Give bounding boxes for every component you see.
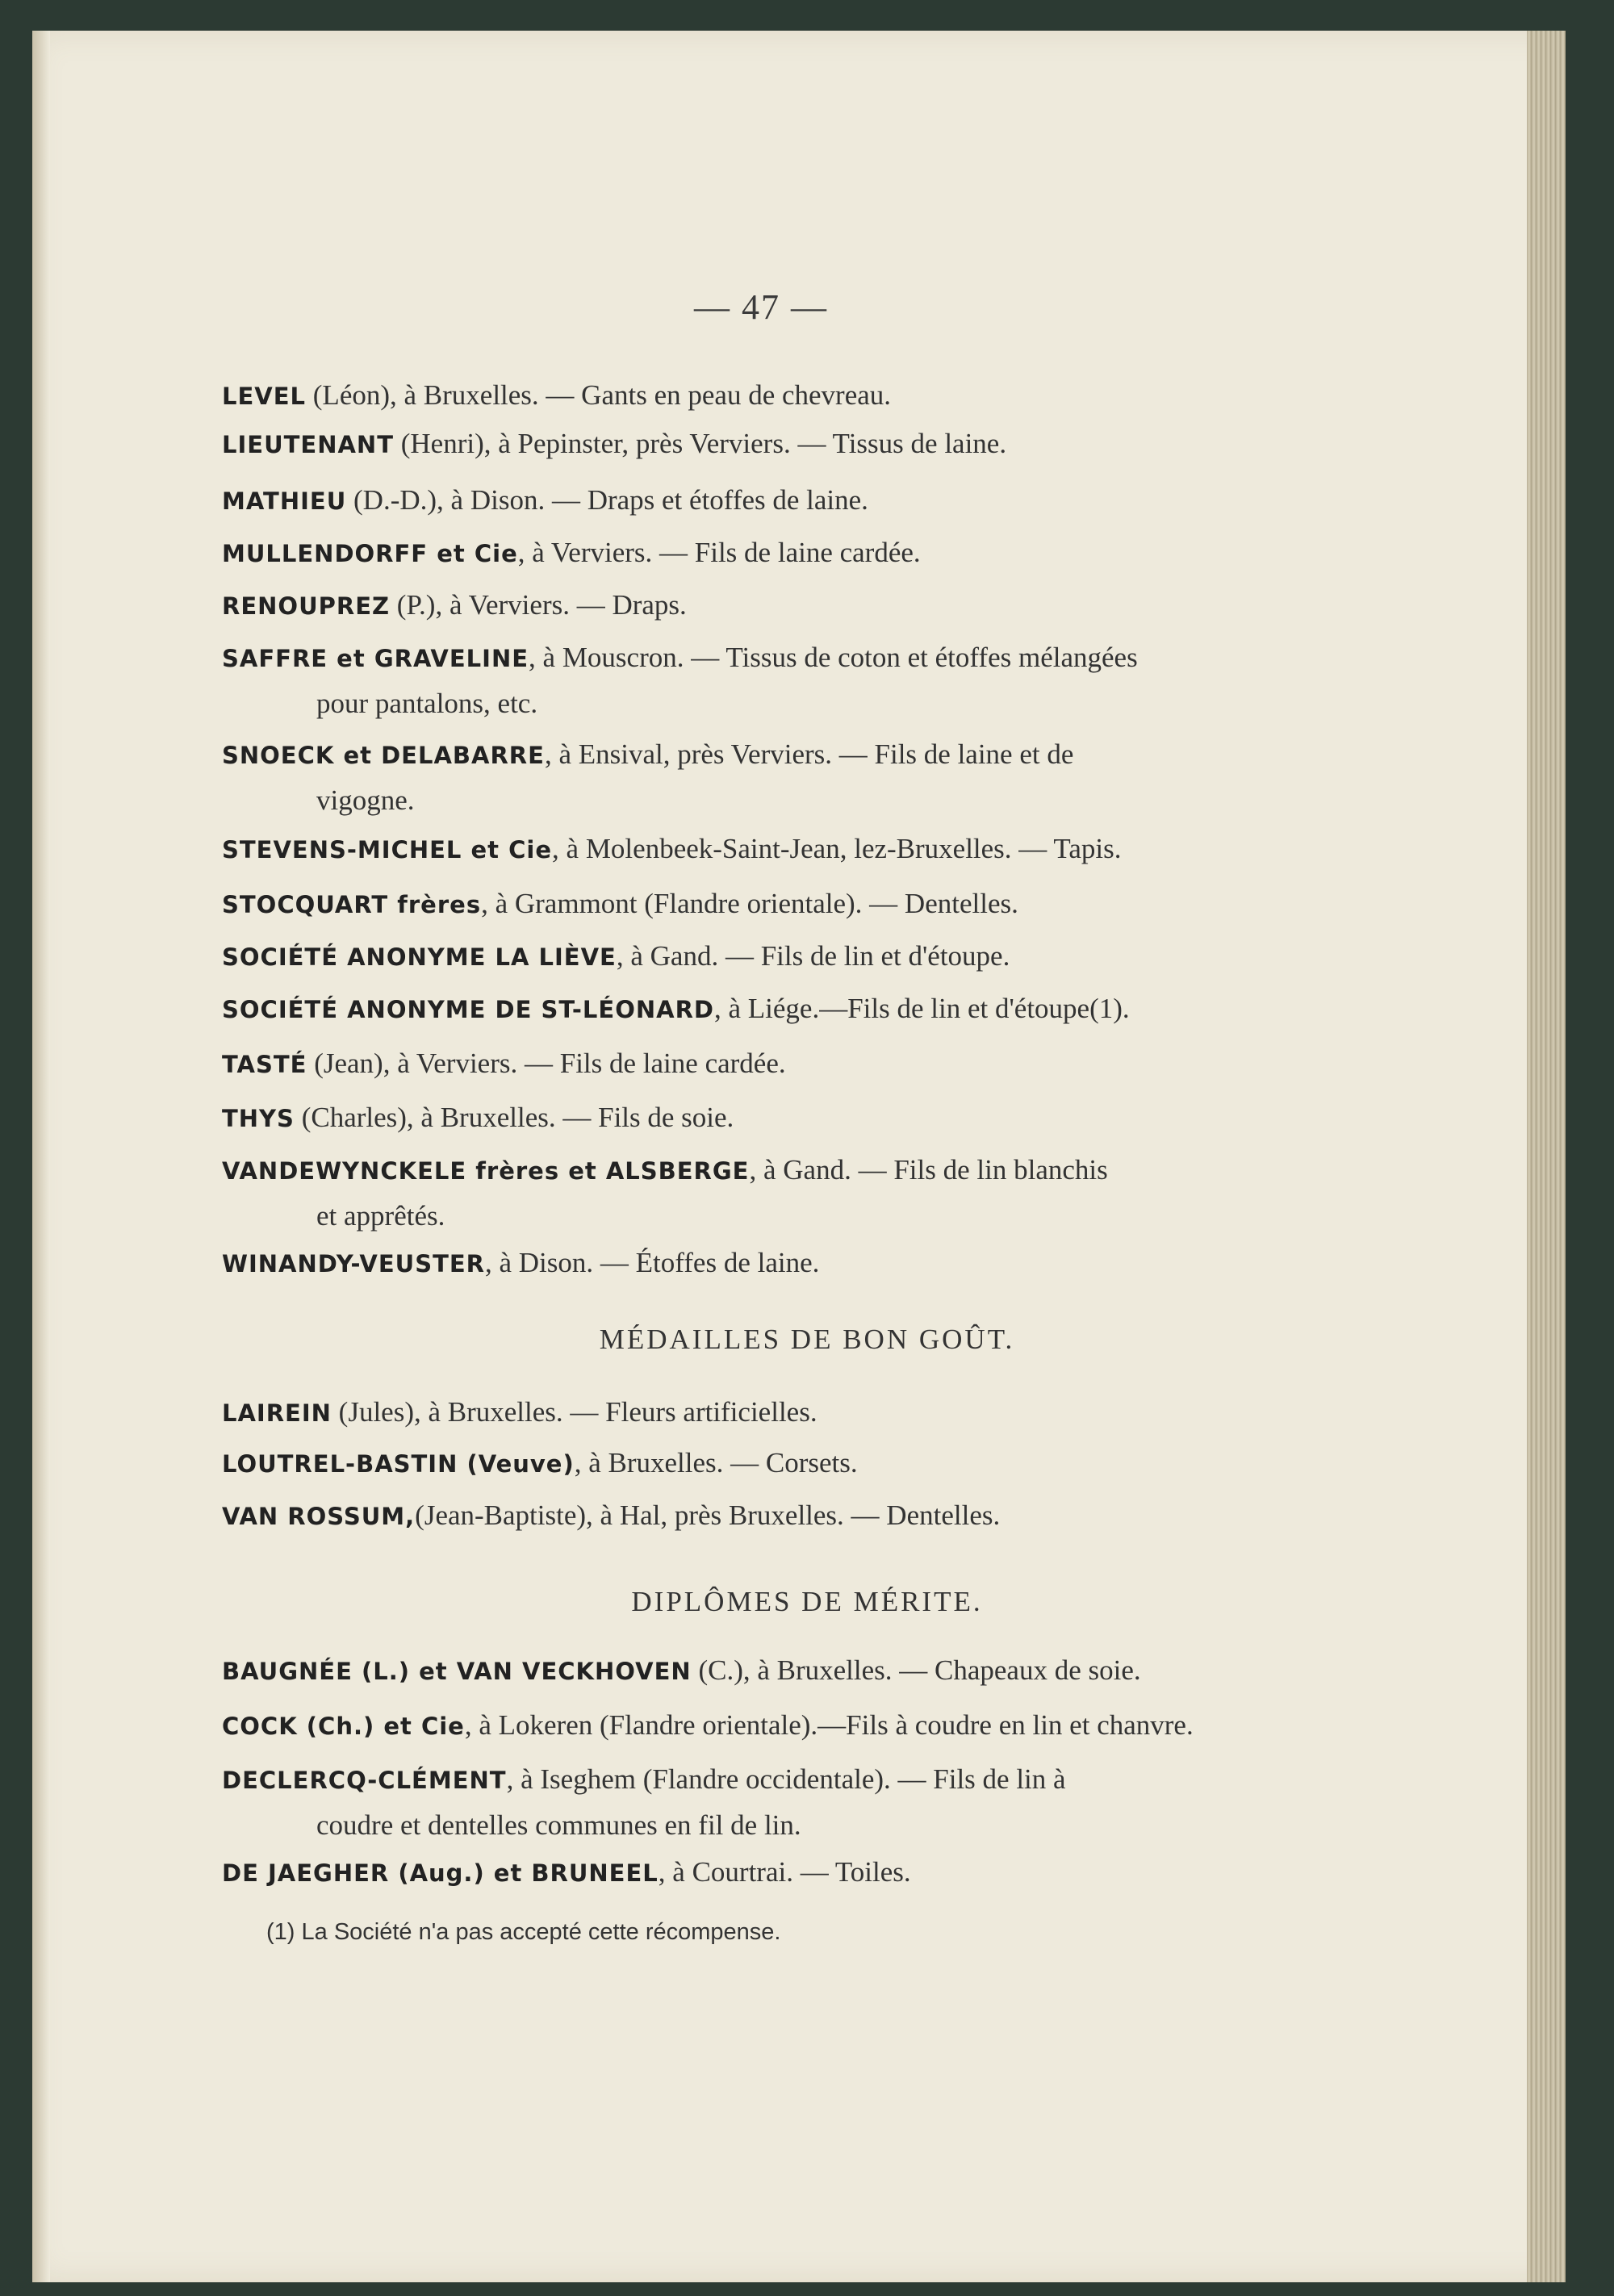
entry-societe-st-leonard [222, 986, 1303, 1032]
footnote: (1) La Société n'a pas accepté cette récompense. [266, 1919, 781, 1945]
entry-text: , à Gand. — Fils de lin blanchis [749, 1154, 1108, 1186]
entry-van-rossum [222, 1493, 1303, 1539]
entry-saffre [222, 635, 1303, 726]
entry-name: MATHIEU [222, 487, 347, 515]
entry-text: , à Molenbeek-Saint-Jean, lez-Bruxelles. — Tapis. [552, 833, 1122, 864]
page-edge [1527, 31, 1566, 2282]
entry-name: RENOUPREZ [222, 592, 391, 620]
page-gutter [32, 31, 50, 2282]
entry-text: (C.), à Bruxelles. — Chapeaux de soie. [691, 1654, 1141, 1686]
entry-text: (Jean), à Verviers. — Fils de laine cardée. [307, 1048, 786, 1079]
entry-name: STEVENS-MICHEL et Cie [222, 836, 553, 864]
page-number: — 47 — [694, 287, 828, 327]
entry-name: SOCIÉTÉ ANONYME DE ST-LÉONARD [222, 996, 714, 1023]
entry-continuation: vigogne. [316, 784, 415, 816]
entry-name: VAN ROSSUM, [222, 1503, 416, 1530]
entry-text: , à Courtrai. — Toiles. [658, 1856, 911, 1888]
entry-renouprez [222, 583, 1303, 629]
entry-stocquart [222, 881, 1303, 927]
entry-continuation: coudre et dentelles communes en fil de lin. [316, 1809, 801, 1841]
entry-continuation: pour pantalons, etc. [316, 688, 538, 719]
entry-text: , à Lokeren (Flandre orientale).—Fils à coudre en lin et chanvre. [464, 1709, 1194, 1741]
entry-text: , à Liége.—Fils de lin et d'étoupe(1). [714, 993, 1130, 1024]
entry-vandewynckele [222, 1148, 1303, 1239]
section-title-medailles: MÉDAILLES DE BON GOÛT. [599, 1324, 1015, 1355]
entry-name: MULLENDORFF et Cie [222, 540, 518, 567]
entry-text: , à Dison. — Étoffes de laine. [485, 1247, 820, 1278]
entry-text: , à Gand. — Fils de lin et d'étoupe. [616, 940, 1010, 972]
section-title-diplomes: DIPLÔMES DE MÉRITE. [631, 1586, 983, 1617]
entry-text: , à Grammont (Flandre orientale). — Dentelles. [481, 888, 1018, 919]
entry-name: LIEUTENANT [222, 431, 394, 458]
entry-name: DECLERCQ-CLÉMENT [222, 1767, 507, 1794]
entry-text: , à Bruxelles. — Corsets. [574, 1447, 858, 1478]
entry-text: , à Ensival, près Verviers. — Fils de laine et de [544, 738, 1074, 770]
entry-text: (Charles), à Bruxelles. — Fils de soie. [294, 1102, 734, 1133]
entry-thys [222, 1095, 1303, 1141]
entry-name: SAFFRE et GRAVELINE [222, 645, 529, 672]
entry-text: , à Iseghem (Flandre occidentale). — Fils de lin à [506, 1763, 1066, 1795]
entry-lieutenant [222, 421, 1303, 467]
entry-lairein [222, 1390, 1303, 1436]
entry-name: SOCIÉTÉ ANONYME LA LIÈVE [222, 943, 617, 971]
entry-name: BAUGNÉE (L.) et VAN VECKHOVEN [222, 1658, 692, 1685]
entry-name: LEVEL [222, 383, 307, 410]
entry-cock [222, 1703, 1303, 1749]
entry-declercq-clement [222, 1757, 1303, 1848]
entry-name: THYS [222, 1105, 295, 1132]
entry-text: (P.), à Verviers. — Draps. [390, 589, 687, 621]
entry-text: (D.-D.), à Dison. — Draps et étoffes de laine. [346, 484, 868, 516]
entry-text: (Léon), à Bruxelles. — Gants en peau de chevreau. [306, 379, 892, 411]
entry-continuation: et apprêtés. [316, 1200, 445, 1232]
entry-name: DE JAEGHER (Aug.) et BRUNEEL [222, 1859, 659, 1887]
entry-name: STOCQUART frères [222, 891, 482, 918]
entry-winandy-veuster [222, 1240, 1303, 1286]
entry-name: WINANDY-VEUSTER [222, 1250, 485, 1278]
entry-text: (Jules), à Bruxelles. — Fleurs artificielles. [331, 1396, 817, 1428]
entry-name: LOUTREL-BASTIN (Veuve) [222, 1450, 575, 1478]
entry-name: COCK (Ch.) et Cie [222, 1713, 465, 1740]
entry-text: , à Verviers. — Fils de laine cardée. [517, 537, 921, 568]
entry-text: , à Mouscron. — Tissus de coton et étoffes mélangées [529, 642, 1138, 673]
entry-level [222, 373, 1303, 419]
entry-name: TASTÉ [222, 1051, 307, 1078]
entry-snoeck [222, 732, 1303, 823]
entry-name: LAIREIN [222, 1399, 332, 1427]
entry-name: SNOECK et DELABARRE [222, 742, 545, 769]
entry-name: VANDEWYNCKELE frères et ALSBERGE [222, 1157, 750, 1185]
entry-societe-lieve [222, 934, 1303, 980]
entry-text: (Henri), à Pepinster, près Verviers. — Tissus de laine. [394, 428, 1007, 459]
entry-stevens-michel [222, 826, 1303, 872]
entry-mathieu [222, 478, 1303, 524]
entry-baugnee [222, 1648, 1303, 1694]
entry-mullendorff [222, 530, 1303, 576]
entry-taste [222, 1041, 1303, 1087]
entry-text: (Jean-Baptiste), à Hal, près Bruxelles. — Dentelles. [415, 1499, 1001, 1531]
entry-loutrel-bastin [222, 1441, 1303, 1487]
entry-de-jaegher [222, 1850, 1303, 1896]
